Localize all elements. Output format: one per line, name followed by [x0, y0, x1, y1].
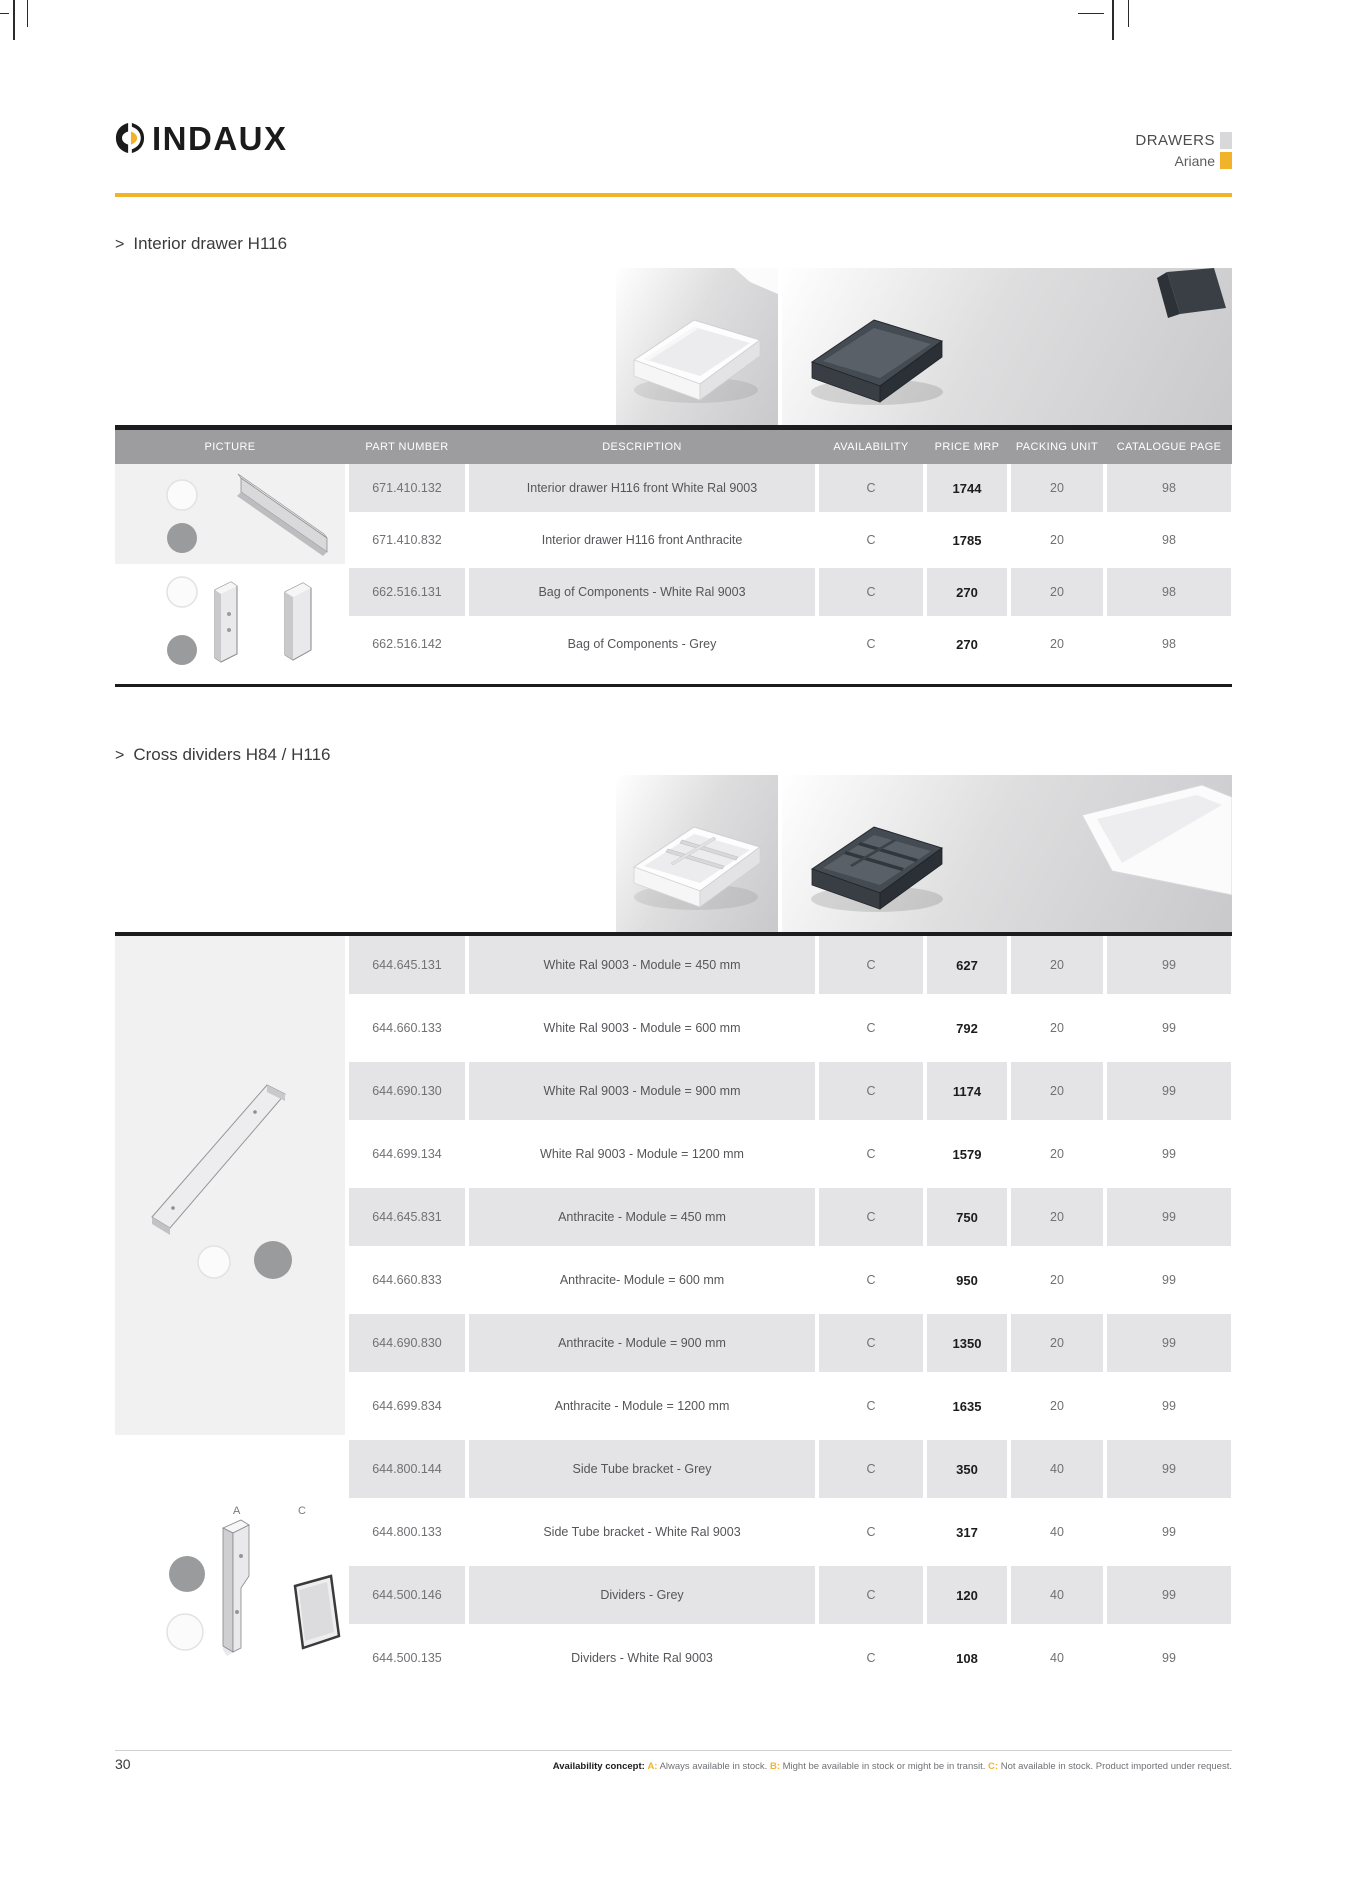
- part-number: 644.690.130: [349, 1062, 465, 1120]
- part-number: 644.800.144: [349, 1440, 465, 1498]
- availability-legend: [553, 1761, 1232, 1772]
- table-row: [115, 1629, 1232, 1687]
- table-row: [115, 1440, 1232, 1498]
- table-bottom-rule: [115, 684, 1232, 687]
- price-mrp: 317: [956, 1524, 978, 1540]
- product-image-anthracite-drawer: [782, 268, 1232, 425]
- description: White Ral 9003 - Module = 900 mm: [469, 1062, 815, 1120]
- chevron-right-icon: >: [115, 236, 125, 253]
- page-number: 30: [115, 1756, 131, 1772]
- yellow-swatch-icon: [1220, 152, 1232, 169]
- description: Bag of Components - White Ral 9003: [469, 568, 815, 616]
- catalogue-page: 98: [1162, 637, 1176, 651]
- packing-unit: 20: [1050, 533, 1064, 547]
- packing-unit: 20: [1011, 1062, 1103, 1120]
- description: Dividers - Grey: [469, 1566, 815, 1624]
- catalogue-page: 98: [1162, 533, 1176, 547]
- part-number: 644.690.830: [349, 1314, 465, 1372]
- table-row: [115, 1314, 1232, 1372]
- price-mrp: 120: [927, 1566, 1007, 1624]
- legend-code-c: C:: [988, 1761, 999, 1772]
- packing-unit: 20: [1050, 1399, 1064, 1413]
- description: White Ral 9003 - Module = 600 mm: [543, 1021, 741, 1035]
- bracket-a-label: A: [233, 1505, 241, 1517]
- availability: C: [819, 1188, 923, 1246]
- availability: C: [819, 1440, 923, 1498]
- col-description: DESCRIPTION: [602, 441, 682, 453]
- packing-unit: 40: [1050, 1651, 1064, 1665]
- legend-code-a: A:: [647, 1761, 658, 1772]
- availability: C: [866, 1273, 876, 1287]
- product-image-white-drawer-dividers: [616, 775, 778, 932]
- description: Side Tube bracket - Grey: [469, 1440, 815, 1498]
- table-row: [115, 1188, 1232, 1246]
- col-part-number: PART NUMBER: [365, 441, 449, 453]
- footer-rule: [115, 1750, 1232, 1751]
- availability: C: [866, 1399, 876, 1413]
- table-header: [115, 430, 1232, 464]
- price-mrp: 1635: [952, 1398, 982, 1414]
- part-number: 644.699.834: [372, 1399, 442, 1413]
- header-breadcrumb: [1135, 132, 1232, 169]
- table-row: [115, 464, 1232, 512]
- packing-unit: 20: [1011, 1314, 1103, 1372]
- grey-swatch-icon: [1220, 132, 1232, 149]
- col-packing-unit: PACKING UNIT: [1015, 441, 1099, 453]
- availability: C: [819, 936, 923, 994]
- catalogue-page: 99: [1162, 1273, 1176, 1287]
- price-mrp: 1174: [927, 1062, 1007, 1120]
- part-number: 662.516.131: [349, 568, 465, 616]
- catalogue-page: 99: [1107, 1314, 1231, 1372]
- part-number: 671.410.132: [349, 464, 465, 512]
- catalogue-page: 99: [1107, 1440, 1231, 1498]
- price-mrp: 108: [956, 1650, 978, 1666]
- availability: C: [866, 1525, 876, 1539]
- part-number: 644.660.133: [372, 1021, 442, 1035]
- packing-unit: 40: [1050, 1525, 1064, 1539]
- table-row: [115, 936, 1232, 994]
- section-title-interior-drawer: > Interior drawer H116: [115, 234, 288, 253]
- availability: C: [819, 464, 923, 512]
- legend-text-a: Always available in stock.: [659, 1761, 768, 1772]
- col-catalogue-page: CATALOGUE PAGE: [1116, 441, 1222, 453]
- packing-unit: 20: [1050, 1273, 1064, 1287]
- legend-code-b: B:: [769, 1761, 780, 1772]
- catalogue-page: 99: [1162, 1147, 1176, 1161]
- crop-mark: [27, 0, 28, 27]
- part-number: 644.699.134: [372, 1147, 442, 1161]
- table-row: [115, 1566, 1232, 1624]
- price-mrp: 350: [927, 1440, 1007, 1498]
- product-image-anthracite-drawer-dividers: [782, 775, 1232, 932]
- availability: C: [866, 637, 876, 651]
- description: Side Tube bracket - White Ral 9003: [543, 1525, 741, 1539]
- catalogue-page: 99: [1107, 1566, 1231, 1624]
- catalogue-page: 99: [1162, 1525, 1176, 1539]
- table-row: [115, 1251, 1232, 1309]
- indaux-logo-icon: [115, 121, 145, 155]
- logo-wordmark: INDAUX: [152, 119, 288, 157]
- table-row: [115, 999, 1232, 1057]
- price-mrp: 1350: [927, 1314, 1007, 1372]
- table-row: [115, 1377, 1232, 1435]
- part-number: 644.500.135: [372, 1651, 442, 1665]
- header-accent-rule: [115, 193, 1232, 197]
- packing-unit: 40: [1011, 1566, 1103, 1624]
- table-row: [115, 620, 1232, 668]
- brand-logo: [115, 121, 288, 155]
- col-price-mrp: PRICE MRP: [934, 441, 1000, 453]
- packing-unit: 20: [1050, 1147, 1064, 1161]
- description: Anthracite- Module = 600 mm: [559, 1273, 725, 1287]
- crop-mark: [13, 0, 15, 40]
- packing-unit: 20: [1011, 936, 1103, 994]
- description: Dividers - White Ral 9003: [571, 1651, 713, 1665]
- legend-text-c: Not available in stock. Product imported under request.: [1000, 1761, 1232, 1772]
- availability: C: [819, 568, 923, 616]
- catalogue-page: 99: [1107, 1062, 1231, 1120]
- table-row: [115, 1125, 1232, 1183]
- catalogue-page: 99: [1107, 936, 1231, 994]
- description: Anthracite - Module = 1200 mm: [554, 1399, 730, 1413]
- product-image-white-drawer: [616, 268, 778, 425]
- legend-text-b: Might be available in stock or might be in transit.: [782, 1761, 986, 1772]
- section-title-cross-dividers: > Cross dividers H84 / H116: [115, 745, 331, 764]
- col-picture: PICTURE: [204, 441, 256, 453]
- part-number: 644.500.146: [349, 1566, 465, 1624]
- crop-mark: [1078, 13, 1104, 14]
- price-mrp: 792: [956, 1020, 978, 1036]
- crop-mark: [0, 13, 9, 14]
- catalogue-page: 99: [1162, 1021, 1176, 1035]
- price-mrp: 1579: [952, 1146, 982, 1162]
- availability: C: [866, 1147, 876, 1161]
- availability: C: [866, 1651, 876, 1665]
- part-number: 671.410.832: [372, 533, 442, 547]
- bracket-c-label: C: [298, 1505, 306, 1517]
- col-availability: AVAILABILITY: [833, 441, 909, 453]
- category-label: DRAWERS: [1135, 132, 1215, 149]
- cross-dividers-table: [115, 932, 1232, 1692]
- catalogue-page: 99: [1107, 1188, 1231, 1246]
- price-mrp: 1785: [952, 532, 982, 548]
- price-mrp: 270: [927, 568, 1007, 616]
- price-mrp: 270: [956, 636, 978, 652]
- part-number: 644.660.833: [372, 1273, 442, 1287]
- price-mrp: 750: [927, 1188, 1007, 1246]
- description: Anthracite - Module = 900 mm: [469, 1314, 815, 1372]
- packing-unit: 20: [1050, 1021, 1064, 1035]
- product-line-label: Ariane: [1174, 152, 1215, 169]
- part-number: 644.800.133: [372, 1525, 442, 1539]
- catalogue-page: 99: [1162, 1399, 1176, 1413]
- table-row: [115, 1062, 1232, 1120]
- availability: C: [819, 1566, 923, 1624]
- availability: C: [866, 1021, 876, 1035]
- packing-unit: 20: [1011, 464, 1103, 512]
- catalogue-page: 98: [1107, 568, 1231, 616]
- table-row: [115, 516, 1232, 564]
- part-number: 644.645.831: [349, 1188, 465, 1246]
- part-number: 644.645.131: [349, 936, 465, 994]
- packing-unit: 40: [1011, 1440, 1103, 1498]
- catalogue-page: 98: [1107, 464, 1231, 512]
- price-mrp: 627: [927, 936, 1007, 994]
- price-mrp: 1744: [927, 464, 1007, 512]
- part-number: 662.516.142: [372, 637, 442, 651]
- description: White Ral 9003 - Module = 1200 mm: [540, 1147, 744, 1161]
- description: Interior drawer H116 front White Ral 9003: [469, 464, 815, 512]
- description: White Ral 9003 - Module = 450 mm: [469, 936, 815, 994]
- catalogue-page: 99: [1162, 1651, 1176, 1665]
- crop-mark: [1112, 0, 1114, 40]
- description: Bag of Components - Grey: [567, 637, 717, 651]
- availability: C: [819, 1314, 923, 1372]
- interior-drawer-table: [115, 425, 1232, 687]
- crop-mark: [1128, 0, 1129, 27]
- availability: C: [866, 533, 876, 547]
- packing-unit: 20: [1011, 1188, 1103, 1246]
- price-mrp: 950: [956, 1272, 978, 1288]
- packing-unit: 20: [1011, 568, 1103, 616]
- table-row: [115, 568, 1232, 616]
- packing-unit: 20: [1050, 637, 1064, 651]
- table-row: [115, 1503, 1232, 1561]
- description: Anthracite - Module = 450 mm: [469, 1188, 815, 1246]
- description: Interior drawer H116 front Anthracite: [541, 533, 743, 547]
- availability: C: [819, 1062, 923, 1120]
- chevron-right-icon: >: [115, 747, 125, 764]
- legend-label: Availability concept:: [552, 1761, 645, 1772]
